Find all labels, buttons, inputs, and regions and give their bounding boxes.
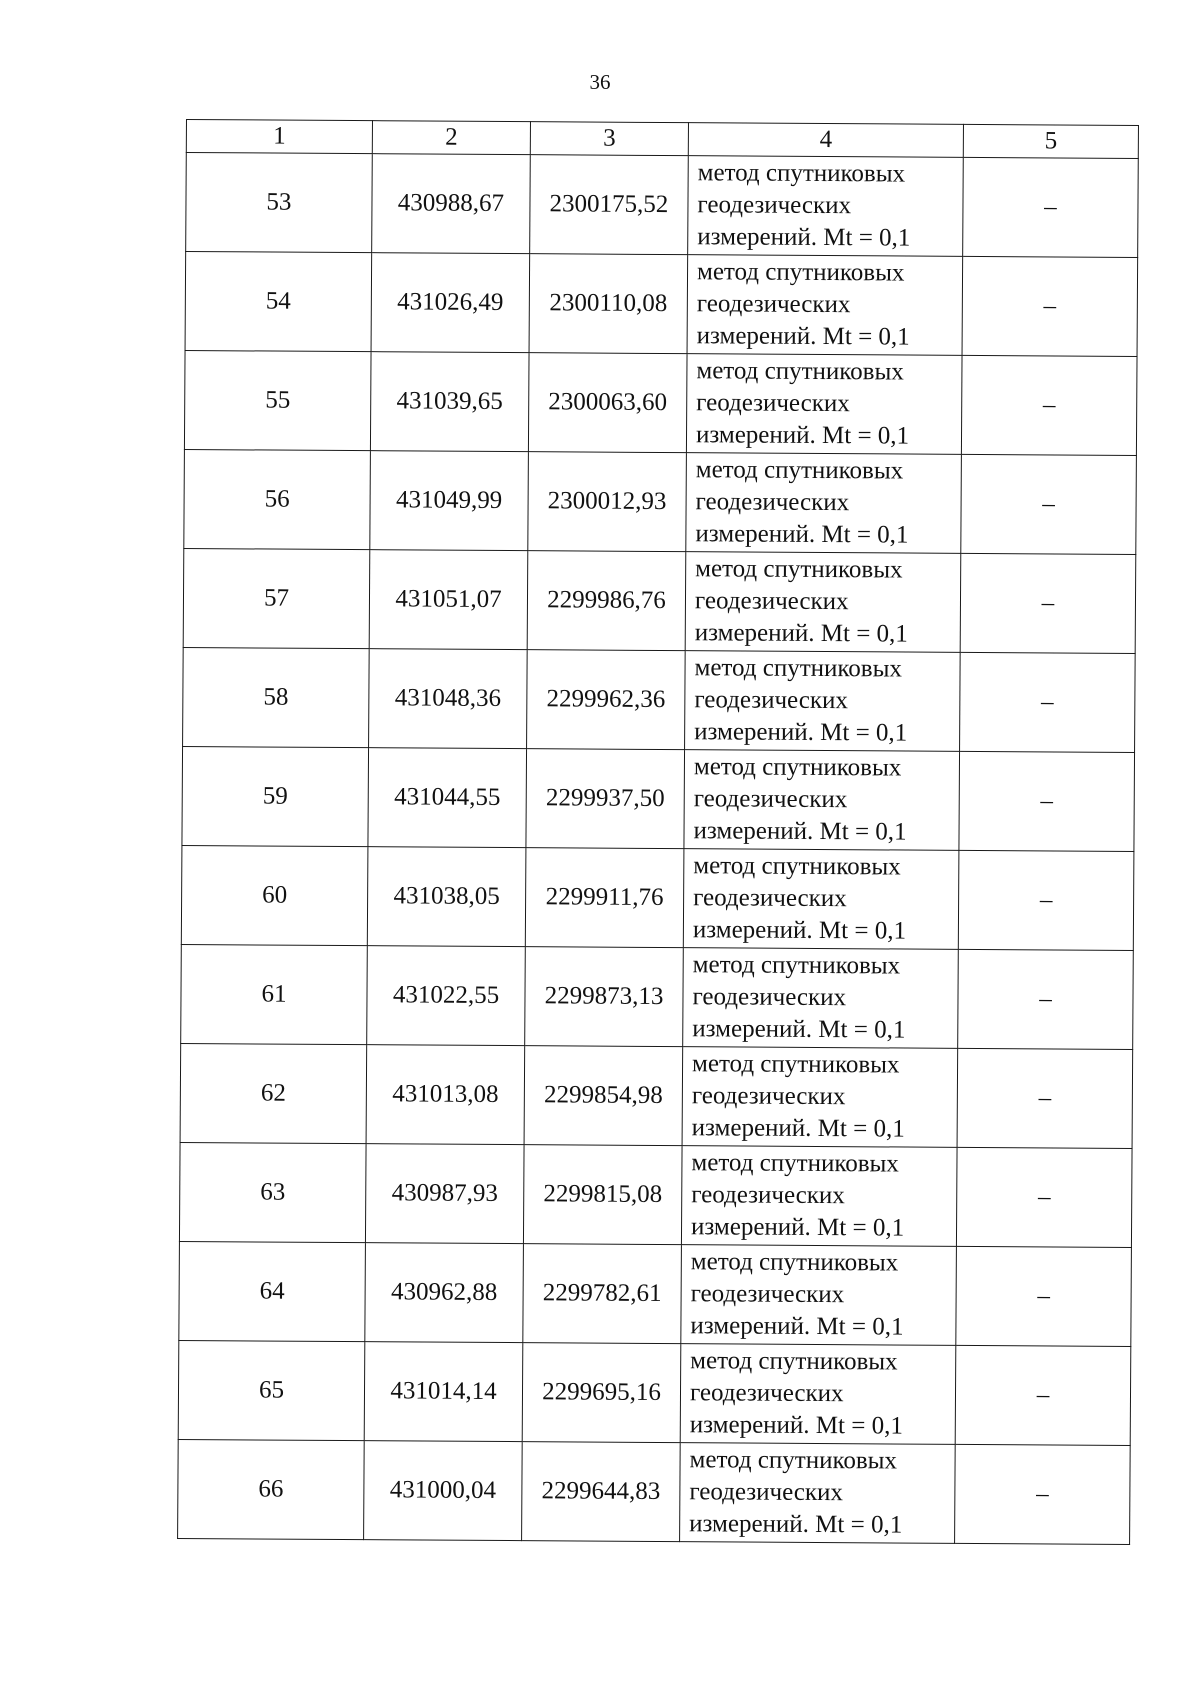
x-coordinate-cell: 431014,14: [364, 1342, 523, 1442]
y-coordinate-cell: 2299695,16: [522, 1343, 681, 1443]
table-row: [178, 1340, 1131, 1445]
method-line-1: метод спутниковых: [689, 1446, 898, 1475]
y-coordinate-cell: 2299873,13: [525, 947, 684, 1047]
y-coordinate-cell: 2299911,76: [525, 848, 684, 948]
column-5-cell: –: [961, 355, 1137, 455]
point-number-cell: 53: [186, 153, 373, 253]
point-number-cell: 58: [183, 647, 370, 747]
point-number-cell: 65: [178, 1340, 365, 1440]
method-cell: [688, 156, 964, 257]
column-5-cell: –: [958, 850, 1134, 950]
table-row: [178, 1439, 1131, 1544]
method-line-1: метод спутниковых: [695, 456, 904, 485]
table-row: [182, 746, 1135, 851]
method-line-3: измерений. Mt = 0,1: [689, 1510, 903, 1539]
point-number-cell: 64: [179, 1241, 366, 1341]
column-5-cell: –: [961, 454, 1137, 554]
method-line-2: геодезических: [696, 389, 850, 418]
header-cell-5: 5: [963, 124, 1138, 158]
y-coordinate-cell: 2299962,36: [527, 650, 686, 750]
method-cell: [685, 651, 961, 752]
column-5-cell: –: [958, 949, 1134, 1049]
x-coordinate-cell: 431000,04: [364, 1441, 523, 1541]
method-line-3: измерений. Mt = 0,1: [694, 718, 908, 747]
method-line-2: геодезических: [695, 488, 850, 517]
method-cell: [685, 552, 961, 653]
method-line-2: геодезических: [691, 1082, 846, 1111]
point-number-cell: 54: [185, 252, 372, 352]
method-line-1: метод спутниковых: [691, 1149, 899, 1178]
y-coordinate-cell: 2300110,08: [529, 254, 688, 354]
table-row: [179, 1241, 1132, 1346]
x-coordinate-cell: 431038,05: [367, 847, 526, 947]
method-line-2: геодезических: [691, 1181, 845, 1210]
column-5-cell: –: [955, 1444, 1131, 1544]
method-line-1: метод спутниковых: [692, 951, 901, 980]
method-line-1: метод спутниковых: [697, 159, 906, 188]
x-coordinate-cell: 431049,99: [370, 451, 529, 551]
table-row: [179, 1142, 1132, 1247]
point-number-cell: 62: [180, 1043, 367, 1143]
table-body: [178, 153, 1139, 1545]
method-line-1: метод спутниковых: [694, 654, 903, 683]
column-5-cell: –: [959, 751, 1135, 851]
method-cell: [681, 1146, 957, 1247]
method-line-2: геодезических: [694, 686, 849, 715]
y-coordinate-cell: 2299937,50: [526, 749, 685, 849]
method-cell: [684, 750, 960, 851]
method-line-3: измерений. Mt = 0,1: [690, 1213, 905, 1242]
column-5-cell: –: [955, 1345, 1131, 1445]
table-row: [184, 449, 1137, 554]
method-line-2: геодезических: [692, 983, 847, 1012]
point-number-cell: 60: [181, 845, 368, 945]
header-cell-4: 4: [688, 123, 963, 158]
method-line-3: измерений. Mt = 0,1: [691, 1114, 905, 1143]
column-5-cell: –: [963, 157, 1139, 257]
y-coordinate-cell: 2299815,08: [523, 1145, 682, 1245]
table-row: [183, 548, 1136, 653]
method-line-2: геодезических: [697, 191, 852, 220]
table-row: [186, 153, 1139, 258]
method-cell: [681, 1245, 957, 1346]
column-5-cell: –: [956, 1147, 1132, 1247]
point-number-cell: 56: [184, 449, 371, 549]
table-row: [183, 647, 1136, 752]
y-coordinate-cell: 2299644,83: [522, 1442, 681, 1542]
method-line-3: измерений. Mt = 0,1: [696, 322, 910, 351]
method-line-3: измерений. Mt = 0,1: [690, 1312, 904, 1341]
method-line-1: метод спутниковых: [695, 555, 903, 584]
method-line-1: метод спутниковых: [693, 852, 901, 881]
point-number-cell: 59: [182, 746, 369, 846]
coordinates-table: [177, 119, 1139, 1545]
point-number-cell: 57: [183, 548, 370, 648]
x-coordinate-cell: 431013,08: [366, 1045, 525, 1145]
method-line-3: измерений. Mt = 0,1: [693, 817, 907, 846]
table-row: [180, 1043, 1133, 1148]
column-5-cell: –: [956, 1246, 1132, 1346]
table-row: [184, 350, 1137, 455]
method-cell: [683, 948, 959, 1049]
method-line-2: геодезических: [694, 587, 849, 616]
method-line-1: метод спутниковых: [690, 1248, 899, 1277]
method-cell: [680, 1344, 956, 1445]
method-cell: [680, 1443, 956, 1544]
method-line-2: геодезических: [689, 1478, 844, 1507]
method-line-1: метод спутниковых: [693, 753, 902, 782]
header-cell-3: 3: [530, 122, 688, 156]
x-coordinate-cell: 431022,55: [367, 946, 526, 1046]
method-line-3: измерений. Mt = 0,1: [692, 916, 907, 945]
y-coordinate-cell: 2299986,76: [527, 551, 686, 651]
method-line-1: метод спутниковых: [691, 1050, 900, 1079]
x-coordinate-cell: 430987,93: [365, 1144, 524, 1244]
x-coordinate-cell: 431039,65: [370, 352, 529, 452]
method-line-1: метод спутниковых: [696, 357, 904, 386]
point-number-cell: 61: [181, 944, 368, 1044]
x-coordinate-cell: 431044,55: [368, 748, 527, 848]
method-cell: [683, 849, 959, 950]
table-row: [185, 252, 1138, 357]
method-line-2: геодезических: [689, 1379, 844, 1408]
method-line-3: измерений. Mt = 0,1: [695, 520, 909, 549]
method-line-1: метод спутниковых: [696, 258, 905, 287]
y-coordinate-cell: 2300063,60: [528, 353, 687, 453]
header-cell-1: 1: [186, 120, 372, 154]
column-5-cell: –: [957, 1048, 1133, 1148]
point-number-cell: 55: [184, 350, 371, 450]
method-cell: [682, 1047, 958, 1148]
method-line-3: измерений. Mt = 0,1: [689, 1411, 903, 1440]
column-5-cell: –: [962, 256, 1138, 356]
page-number: 36: [589, 70, 611, 94]
method-line-3: измерений. Mt = 0,1: [695, 421, 910, 450]
x-coordinate-cell: 431026,49: [371, 253, 530, 353]
x-coordinate-cell: 431048,36: [369, 649, 528, 749]
y-coordinate-cell: 2300175,52: [530, 155, 689, 255]
point-number-cell: 63: [179, 1142, 366, 1242]
table-row: [181, 944, 1134, 1049]
method-line-3: измерений. Mt = 0,1: [692, 1015, 906, 1044]
y-coordinate-cell: 2299782,61: [523, 1244, 682, 1344]
column-5-cell: –: [960, 652, 1136, 752]
method-cell: [687, 255, 963, 356]
y-coordinate-cell: 2299854,98: [524, 1046, 683, 1146]
x-coordinate-cell: 430988,67: [372, 154, 531, 254]
method-cell: [686, 354, 962, 455]
method-line-3: измерений. Mt = 0,1: [694, 619, 908, 648]
method-line-2: геодезических: [693, 884, 847, 913]
method-line-2: геодезических: [690, 1280, 845, 1309]
method-line-2: геодезических: [696, 290, 851, 319]
method-line-3: измерений. Mt = 0,1: [697, 223, 911, 252]
method-line-2: геодезических: [693, 785, 848, 814]
x-coordinate-cell: 431051,07: [369, 550, 528, 650]
header-cell-2: 2: [372, 121, 530, 155]
point-number-cell: 66: [178, 1439, 365, 1539]
method-line-1: метод спутниковых: [690, 1347, 898, 1376]
y-coordinate-cell: 2300012,93: [528, 452, 687, 552]
x-coordinate-cell: 430962,88: [365, 1243, 524, 1343]
column-5-cell: –: [960, 553, 1136, 653]
method-cell: [686, 453, 962, 554]
table-row: [181, 845, 1134, 950]
